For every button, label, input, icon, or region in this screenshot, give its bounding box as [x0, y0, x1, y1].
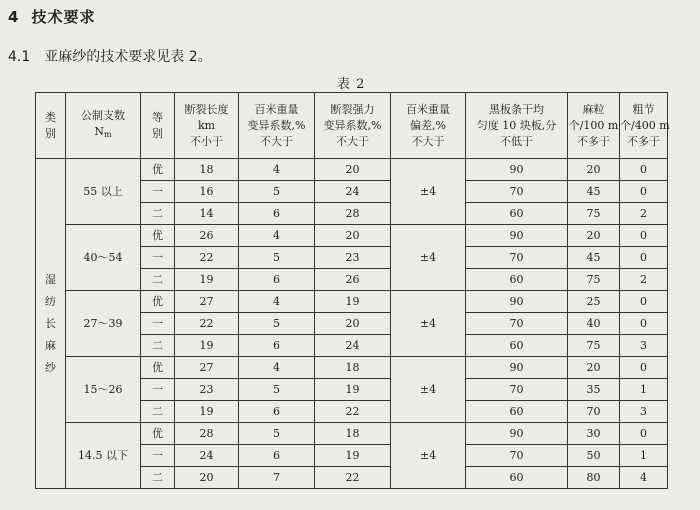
tenacity-cell: 19 — [175, 401, 239, 423]
grade-cell: 一 — [141, 445, 175, 467]
count-cell: 55 以上 — [66, 159, 141, 225]
evenness-cell: 60 — [466, 401, 568, 423]
neps-cell: 75 — [568, 335, 620, 357]
grade-cell: 优 — [141, 225, 175, 247]
count-cell: 14.5 以下 — [66, 423, 141, 489]
table-row — [36, 423, 668, 445]
category-cell — [36, 159, 66, 489]
grade-cell: 优 — [141, 159, 175, 181]
slubs-cell: 3 — [620, 335, 668, 357]
evenness-cell: 70 — [466, 181, 568, 203]
weight-deviation-cell: ±4 — [391, 423, 466, 489]
weight-cv-cell: 5 — [239, 379, 315, 401]
weight-cv-cell: 4 — [239, 291, 315, 313]
grade-cell: 二 — [141, 269, 175, 291]
tenacity-cell: 19 — [175, 269, 239, 291]
evenness-cell: 60 — [466, 467, 568, 489]
strength-cv-cell: 24 — [315, 335, 391, 357]
tenacity-cell: 26 — [175, 225, 239, 247]
evenness-cell: 70 — [466, 247, 568, 269]
header-neps: 麻粒 个/100 m 不多于 — [568, 93, 620, 159]
slubs-cell: 3 — [620, 401, 668, 423]
tenacity-cell: 16 — [175, 181, 239, 203]
neps-cell: 30 — [568, 423, 620, 445]
section-heading — [8, 6, 95, 27]
neps-cell: 20 — [568, 225, 620, 247]
tenacity-cell: 18 — [175, 159, 239, 181]
strength-cv-cell: 18 — [315, 423, 391, 445]
header-category: 类 别 — [36, 93, 66, 159]
grade-cell: 优 — [141, 423, 175, 445]
strength-cv-cell: 19 — [315, 379, 391, 401]
neps-cell: 45 — [568, 181, 620, 203]
weight-cv-cell: 7 — [239, 467, 315, 489]
weight-cv-cell: 6 — [239, 445, 315, 467]
count-cell: 40～54 — [66, 225, 141, 291]
grade-cell: 二 — [141, 203, 175, 225]
tenacity-cell: 27 — [175, 357, 239, 379]
tenacity-cell: 23 — [175, 379, 239, 401]
count-cell: 15～26 — [66, 357, 141, 423]
strength-cv-cell: 22 — [315, 401, 391, 423]
tenacity-cell: 24 — [175, 445, 239, 467]
strength-cv-cell: 20 — [315, 225, 391, 247]
weight-cv-cell: 6 — [239, 401, 315, 423]
slubs-cell: 4 — [620, 467, 668, 489]
evenness-cell: 60 — [466, 203, 568, 225]
clause-number: 4.1 — [8, 49, 31, 65]
neps-cell: 40 — [568, 313, 620, 335]
weight-cv-cell: 5 — [239, 423, 315, 445]
grade-cell: 优 — [141, 357, 175, 379]
header-weight-deviation: 百米重量 偏差,% 不大于 — [391, 93, 466, 159]
slubs-cell: 0 — [620, 247, 668, 269]
evenness-cell: 90 — [466, 159, 568, 181]
evenness-cell: 70 — [466, 313, 568, 335]
weight-cv-cell: 4 — [239, 159, 315, 181]
grade-cell: 一 — [141, 379, 175, 401]
spec-table — [35, 92, 668, 489]
neps-cell: 50 — [568, 445, 620, 467]
evenness-cell: 70 — [466, 445, 568, 467]
strength-cv-cell: 19 — [315, 445, 391, 467]
grade-cell: 一 — [141, 181, 175, 203]
tenacity-cell: 22 — [175, 313, 239, 335]
weight-deviation-cell: ±4 — [391, 291, 466, 357]
slubs-cell: 1 — [620, 379, 668, 401]
grade-cell: 一 — [141, 247, 175, 269]
slubs-cell: 0 — [620, 181, 668, 203]
evenness-cell: 90 — [466, 225, 568, 247]
weight-cv-cell: 4 — [239, 357, 315, 379]
count-cell: 27～39 — [66, 291, 141, 357]
tenacity-cell: 27 — [175, 291, 239, 313]
tenacity-cell: 28 — [175, 423, 239, 445]
grade-cell: 二 — [141, 467, 175, 489]
weight-cv-cell: 4 — [239, 225, 315, 247]
header-slubs: 粗节 个/400 m 不多于 — [620, 93, 668, 159]
neps-cell: 20 — [568, 159, 620, 181]
header-tenacity: 断裂长度 km 不小于 — [175, 93, 239, 159]
weight-cv-cell: 6 — [239, 335, 315, 357]
slubs-cell: 0 — [620, 291, 668, 313]
weight-deviation-cell: ±4 — [391, 159, 466, 225]
slubs-cell: 1 — [620, 445, 668, 467]
strength-cv-cell: 22 — [315, 467, 391, 489]
evenness-cell: 90 — [466, 423, 568, 445]
table-row — [36, 357, 668, 379]
table-row — [36, 291, 668, 313]
category-label: 湿纺长麻纱 — [45, 272, 56, 374]
weight-cv-cell: 5 — [239, 181, 315, 203]
neps-cell: 45 — [568, 247, 620, 269]
strength-cv-cell: 24 — [315, 181, 391, 203]
neps-cell: 25 — [568, 291, 620, 313]
strength-cv-cell: 23 — [315, 247, 391, 269]
grade-cell: 二 — [141, 335, 175, 357]
tenacity-cell: 22 — [175, 247, 239, 269]
tenacity-cell: 19 — [175, 335, 239, 357]
slubs-cell: 0 — [620, 225, 668, 247]
neps-cell: 20 — [568, 357, 620, 379]
weight-deviation-cell: ±4 — [391, 225, 466, 291]
header-strength-cv: 断裂强力 变异系数,% 不大于 — [315, 93, 391, 159]
tenacity-cell: 14 — [175, 203, 239, 225]
tenacity-cell: 20 — [175, 467, 239, 489]
header-weight-cv: 百米重量 变异系数,% 不大于 — [239, 93, 315, 159]
section-number: 4 — [8, 8, 20, 26]
strength-cv-cell: 20 — [315, 313, 391, 335]
evenness-cell: 60 — [466, 335, 568, 357]
evenness-cell: 90 — [466, 291, 568, 313]
grade-cell: 优 — [141, 291, 175, 313]
slubs-cell: 0 — [620, 423, 668, 445]
slubs-cell: 0 — [620, 313, 668, 335]
clause-text: 亚麻纱的技术要求见表 2。 — [44, 49, 212, 65]
evenness-cell: 60 — [466, 269, 568, 291]
neps-cell: 75 — [568, 203, 620, 225]
clause-4-1 — [8, 46, 212, 66]
table-title: 表 2 — [337, 77, 366, 92]
weight-deviation-cell: ±4 — [391, 357, 466, 423]
weight-cv-cell: 5 — [239, 247, 315, 269]
slubs-cell: 0 — [620, 357, 668, 379]
table-row — [36, 225, 668, 247]
table-body — [36, 159, 668, 489]
slubs-cell: 2 — [620, 269, 668, 291]
strength-cv-cell: 26 — [315, 269, 391, 291]
header-evenness: 黑板条干均 匀度 10 块板,分 不低于 — [466, 93, 568, 159]
strength-cv-cell: 28 — [315, 203, 391, 225]
neps-cell: 75 — [568, 269, 620, 291]
evenness-cell: 70 — [466, 379, 568, 401]
neps-cell: 35 — [568, 379, 620, 401]
grade-cell: 二 — [141, 401, 175, 423]
section-title: 技术要求 — [31, 8, 96, 26]
header-count: 公制支数 $N_m$ — [66, 93, 141, 159]
weight-cv-cell: 6 — [239, 203, 315, 225]
slubs-cell: 2 — [620, 203, 668, 225]
evenness-cell: 90 — [466, 357, 568, 379]
header-grade: 等 别 — [141, 93, 175, 159]
slubs-cell: 0 — [620, 159, 668, 181]
grade-cell: 一 — [141, 313, 175, 335]
weight-cv-cell: 6 — [239, 269, 315, 291]
weight-cv-cell: 5 — [239, 313, 315, 335]
neps-cell: 80 — [568, 467, 620, 489]
table-row — [36, 159, 668, 181]
strength-cv-cell: 19 — [315, 291, 391, 313]
table-header-row — [36, 93, 668, 159]
neps-cell: 70 — [568, 401, 620, 423]
strength-cv-cell: 18 — [315, 357, 391, 379]
strength-cv-cell: 20 — [315, 159, 391, 181]
